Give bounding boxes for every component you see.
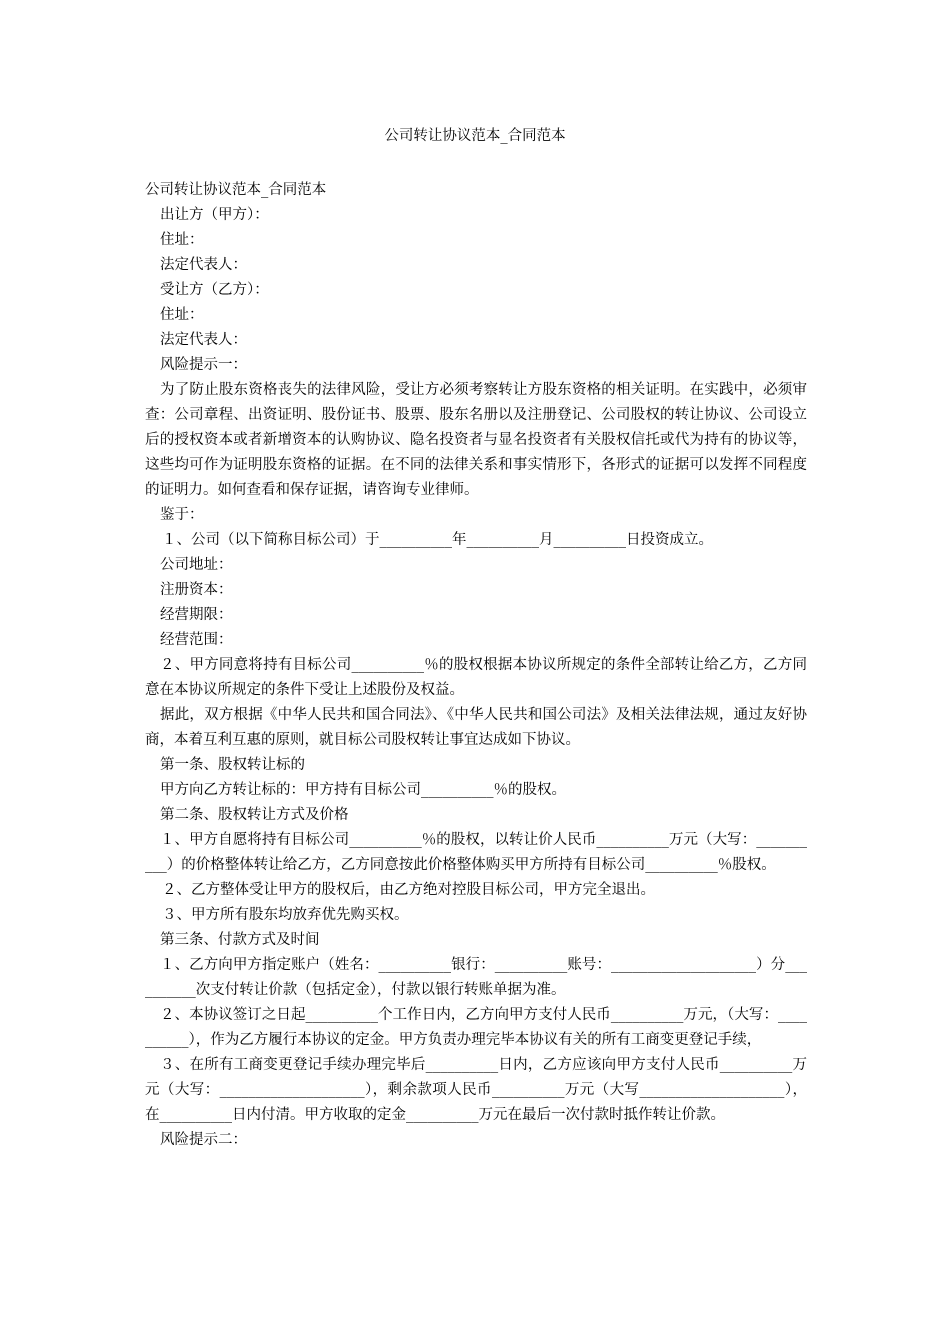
article-2-item-2: ２、乙方整体受让甲方的股权后，由乙方绝对控股目标公司，甲方完全退出。 bbox=[162, 882, 655, 898]
party-a-address-label: 住址： bbox=[160, 232, 204, 248]
party-b-address-label: 住址： bbox=[160, 307, 204, 323]
party-a-representative-label: 法定代表人： bbox=[160, 257, 247, 273]
article-2-title: 第二条、股权转让方式及价格 bbox=[160, 807, 349, 823]
document-heading: 公司转让协议范本_合同范本 bbox=[145, 182, 327, 198]
article-1-title: 第一条、股权转让标的 bbox=[160, 757, 305, 773]
article-1-text: 甲方向乙方转让标的：甲方持有目标公司__________％的股权。 bbox=[160, 782, 566, 798]
risk-notice-1-text: 为了防止股东资格丧失的法律风险，受让方必须考察转让方股东资格的相关证明。在实践中，必须审查：公司章程、出资证明、股份证书、股票、股东名册以及注册登记、公司股权的转让协议、公司设立后的授权资本或者新增资本的认购协议、隐名投资者与显名投资者有关股权信托或代为持有的协议等，这些均可作为证明股东资格的证据。在不同的法律关系和事实情形下，各形式的证据可以发挥不同程度的证明力。如何查看和保存证据，请咨询专业律师。 bbox=[145, 382, 807, 498]
party-b-label: 受让方（乙方）： bbox=[160, 282, 269, 298]
article-3-title: 第三条、付款方式及时间 bbox=[160, 932, 320, 948]
document-body bbox=[145, 178, 807, 1153]
article-3-item-2: ２、本协议签订之日起__________个工作日内，乙方向甲方支付人民币__________万元，（大写：__________），作为乙方履行本协议的定金。甲方负责办理完毕本协议有关的所有工商变更登记手续， bbox=[145, 1007, 807, 1048]
article-2-item-3: ３、甲方所有股东均放弃优先购买权。 bbox=[162, 907, 409, 923]
party-a-label: 出让方（甲方）： bbox=[160, 207, 269, 223]
whereas-clause-1: １、公司（以下简称目标公司）于__________年__________月__________日投资成立。 bbox=[162, 532, 713, 548]
risk-notice-1-title: 风险提示一： bbox=[160, 357, 247, 373]
whereas-heading: 鉴于： bbox=[160, 507, 204, 523]
risk-notice-2-title: 风险提示二： bbox=[160, 1132, 247, 1148]
article-3-item-3: ３、在所有工商变更登记手续办理完毕后__________日内，乙方应该向甲方支付人民币__________万元（大写：____________________），剩余款项人民币__________万元（大写____________________），在__________日内付清。甲方收取的定金__________万元在最后一次付款时抵作转让价款。 bbox=[145, 1057, 807, 1123]
document-title: 公司转让协议范本_合同范本 bbox=[384, 128, 566, 144]
company-address-label: 公司地址： bbox=[160, 557, 233, 573]
party-b-representative-label: 法定代表人： bbox=[160, 332, 247, 348]
business-term-label: 经营期限： bbox=[160, 607, 233, 623]
registered-capital-label: 注册资本： bbox=[160, 582, 233, 598]
article-2-item-1: １、甲方自愿将持有目标公司__________％的股权，以转让价人民币__________万元（大写：__________）的价格整体转让给乙方，乙方同意按此价格整体购买甲方所持有目标公司__________％股权。 bbox=[145, 832, 807, 873]
business-scope-label: 经营范围： bbox=[160, 632, 233, 648]
article-3-item-1: １、乙方向甲方指定账户（姓名：__________银行：__________账号：____________________）分__________次支付转让价款（包括定金），付款以银行转账单据为准。 bbox=[145, 957, 807, 998]
whereas-clause-2: ２、甲方同意将持有目标公司__________％的股权根据本协议所规定的条件全部转让给乙方，乙方同意在本协议所规定的条件下受让上述股份及权益。 bbox=[145, 657, 807, 698]
accordingly-paragraph: 据此，双方根据《中华人民共和国合同法》、《中华人民共和国公司法》及相关法律法规，通过友好协商，本着互利互惠的原则，就目标公司股权转让事宜达成如下协议。 bbox=[145, 707, 807, 748]
